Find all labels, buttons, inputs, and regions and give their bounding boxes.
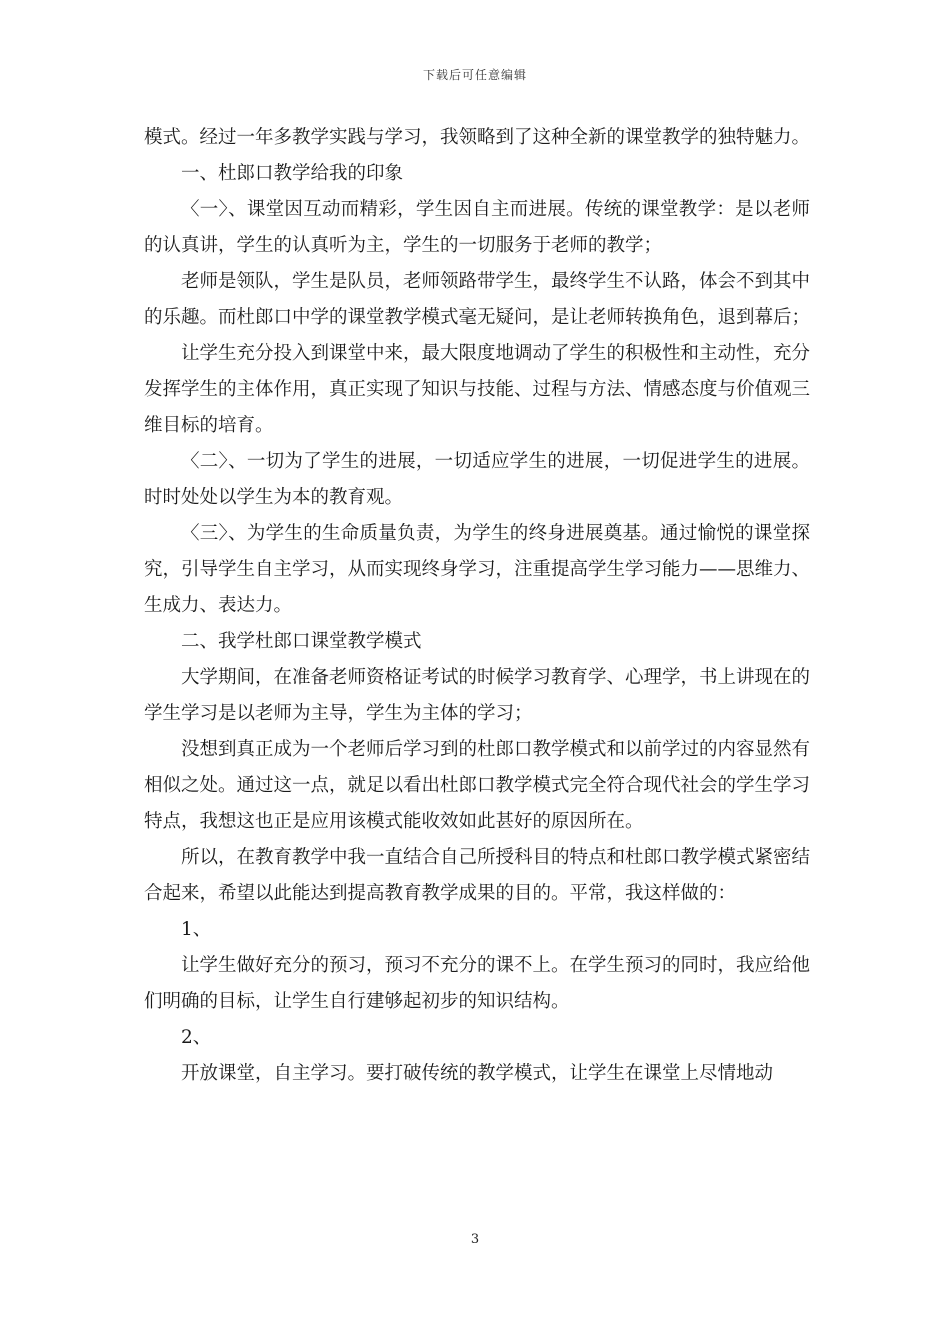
paragraph-3: 老师是领队，学生是队员，老师领路带学生，最终学生不认路，体会不到其中的乐趣。而杜郎口中学的课堂教学模式毫无疑问，是让老师转换角色，退到幕后； [144, 271, 811, 328]
paragraph-6: 〈三〉、为学生的生命质量负责，为学生的终身进展奠基。通过愉悦的课堂探究，引导学生自主学习，从而实现终身学习，注重提高学生学习能力——思维力、生成力、表达力。 [144, 523, 811, 616]
paragraph-1: 模式。经过一年多教学实践与学习，我领略到了这种全新的课堂教学的独特魅力。 [144, 127, 811, 148]
list-marker-1: 1、 [181, 919, 212, 940]
paragraph-7: 大学期间，在准备老师资格证考试的时候学习教育学、心理学，书上讲现在的学生学习是以老师为主导，学生为主体的学习； [144, 667, 811, 724]
paragraph-5: 〈二〉、一切为了学生的进展，一切适应学生的进展，一切促进学生的进展。时时处处以学生为本的教育观。 [144, 451, 810, 508]
section-heading-1: 一、杜郎口教学给我的印象 [181, 163, 404, 184]
paragraph-2: 〈一〉、课堂因互动而精彩，学生因自主而进展。传统的课堂教学：是以老师的认真讲，学生的认真听为主，学生的一切服务于老师的教学； [144, 199, 810, 256]
paragraph-9: 所以，在教育教学中我一直结合自己所授科目的特点和杜郎口教学模式紧密结合起来，希望以此能达到提高教育教学成果的目的。平常，我这样做的： [144, 847, 811, 904]
paragraph-4: 让学生充分投入到课堂中来，最大限度地调动了学生的积极性和主动性，充分发挥学生的主体作用，真正实现了知识与技能、过程与方法、情感态度与价值观三维目标的培育。 [144, 343, 811, 436]
paragraph-8: 没想到真正成为一个老师后学习到的杜郎口教学模式和以前学过的内容显然有相似之处。通过这一点，就足以看出杜郎口教学模式完全符合现代社会的学生学习特点，我想这也正是应用该模式能收效如此甚好的原因所在。 [144, 739, 811, 832]
page-number: 3 [470, 1232, 480, 1247]
document-body [144, 120, 810, 1092]
list-marker-2: 2、 [181, 1027, 212, 1048]
paragraph-10: 让学生做好充分的预习，预习不充分的课不上。在学生预习的同时，我应给他们明确的目标，让学生自行建够起初步的知识结构。 [144, 955, 811, 1012]
section-heading-2: 二、我学杜郎口课堂教学模式 [181, 631, 422, 652]
paragraph-11: 开放课堂，自主学习。要打破传统的教学模式，让学生在课堂上尽情地动 [181, 1063, 774, 1084]
page-header: 下载后可任意编辑 [422, 68, 527, 82]
